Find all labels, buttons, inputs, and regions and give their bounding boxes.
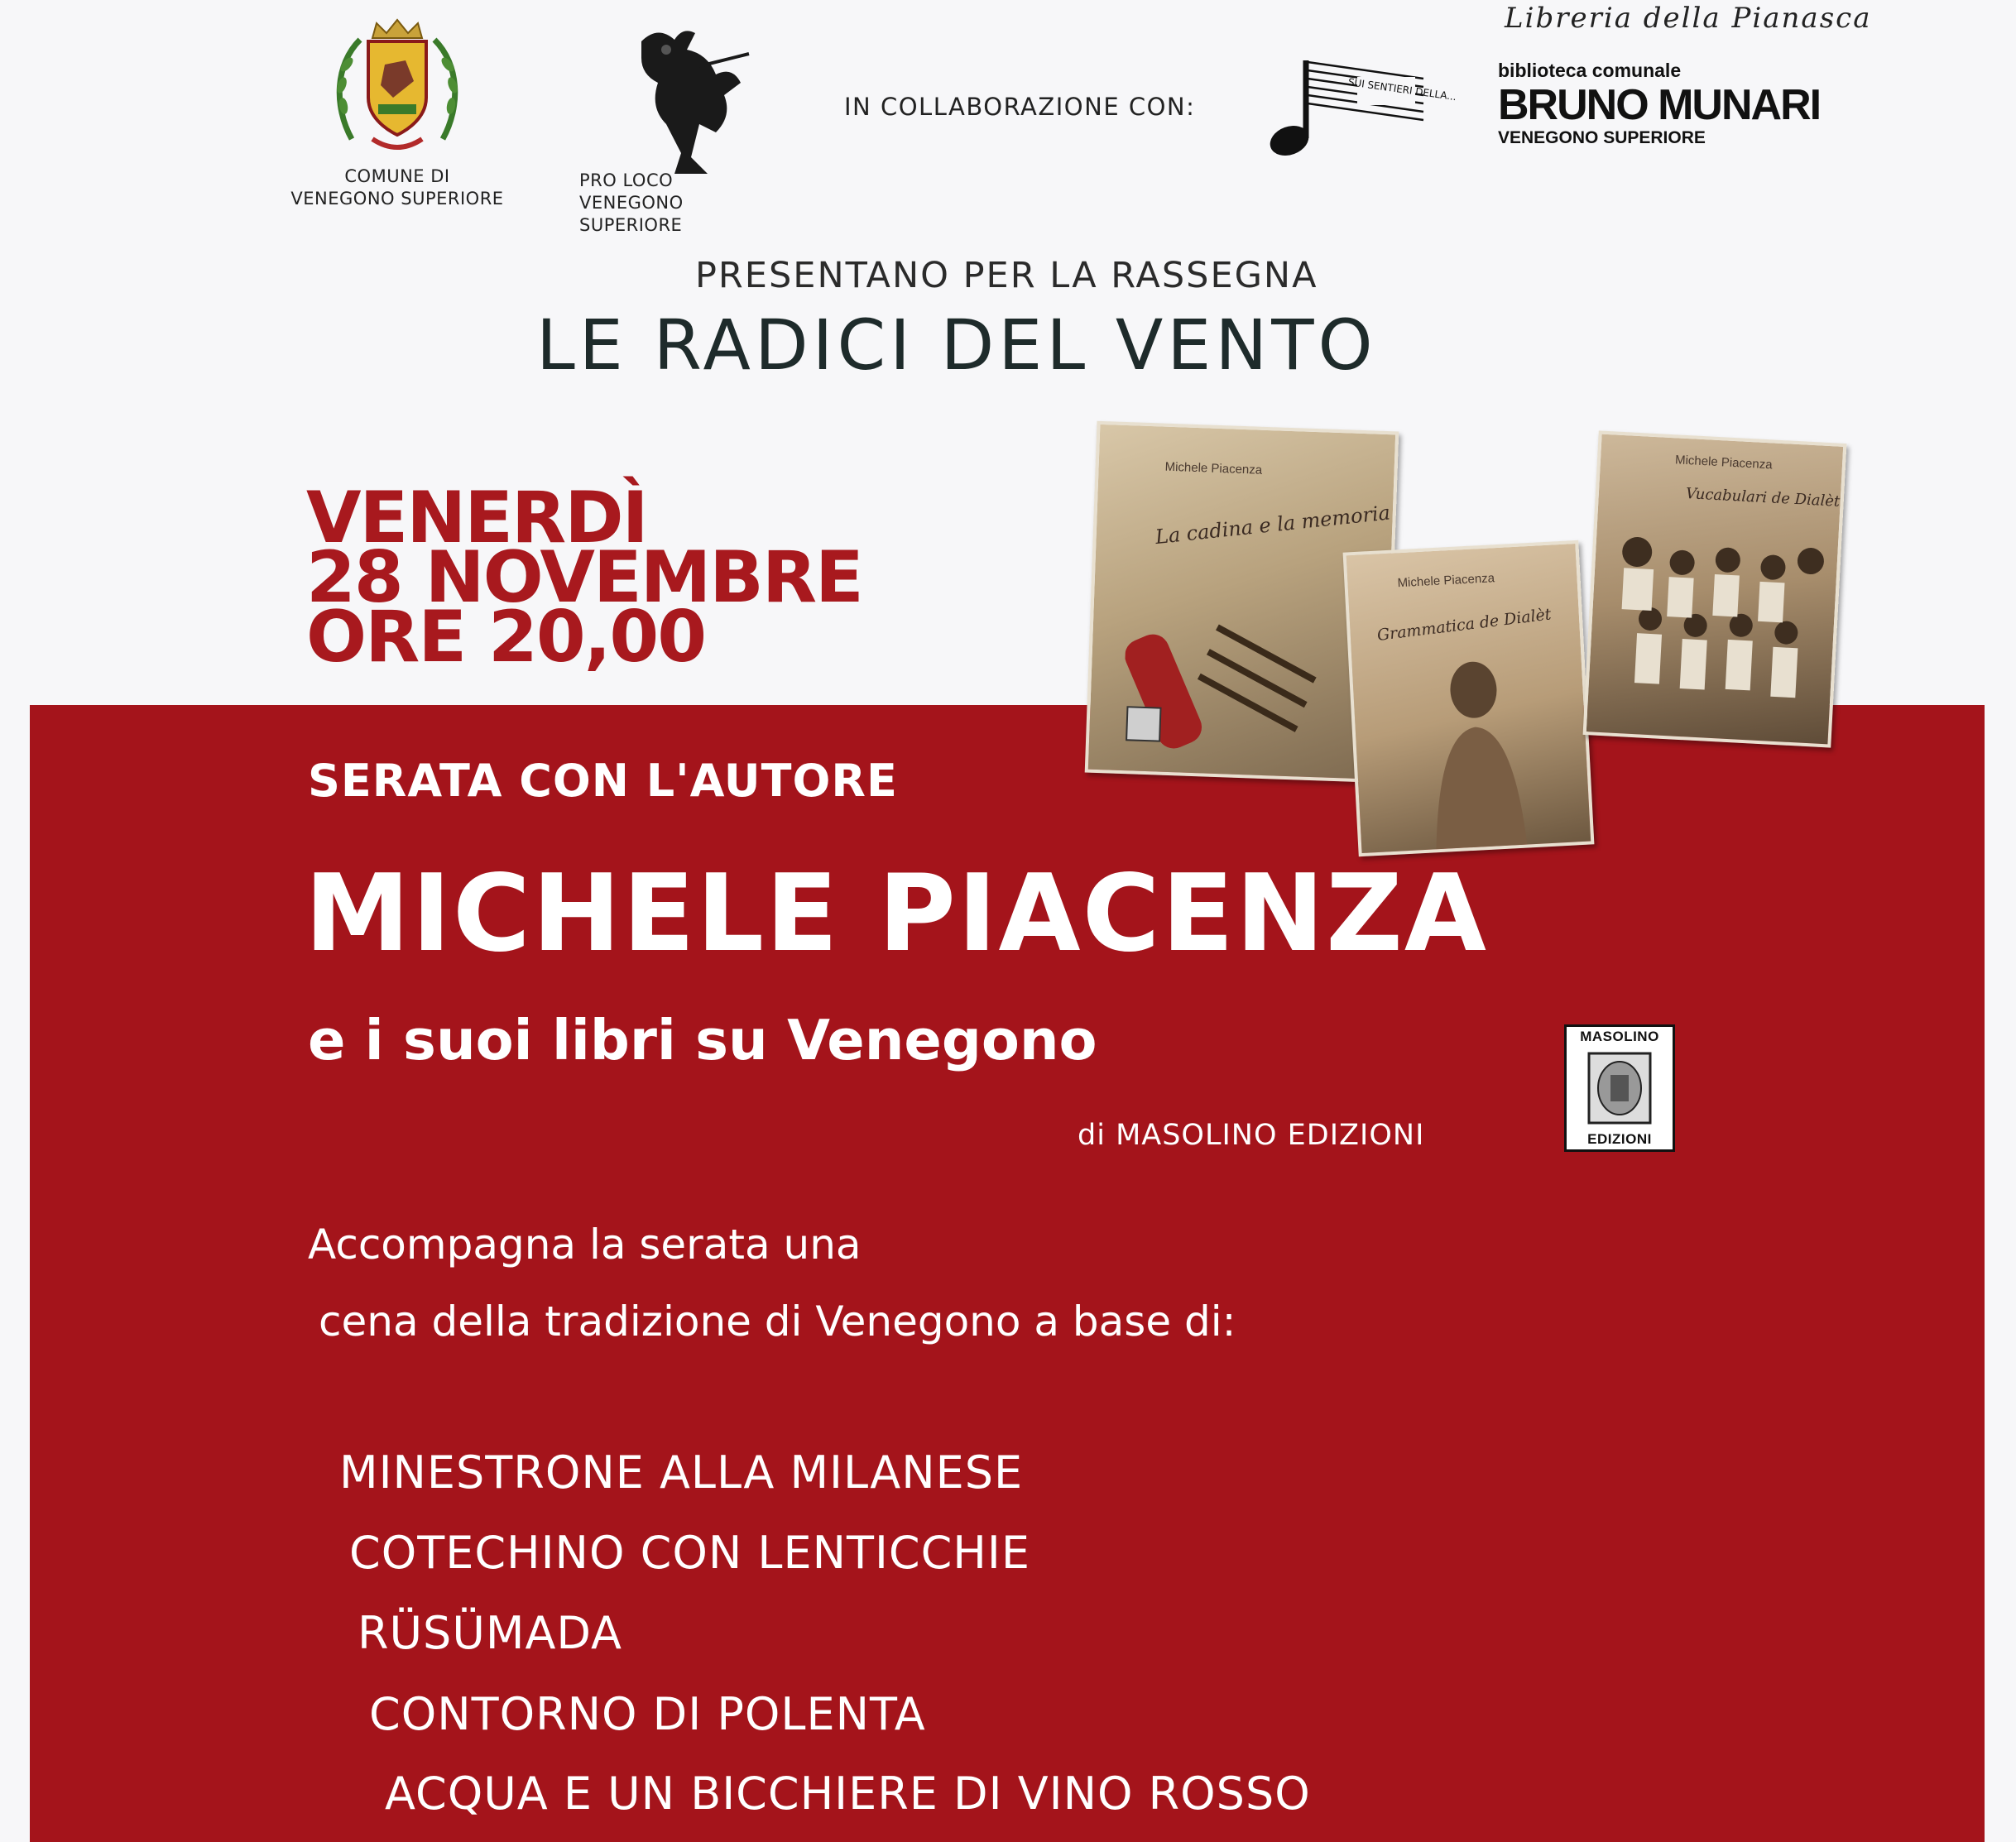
book-3-author: Michele Piacenza [1674, 453, 1773, 472]
menu-item: CONTORNO DI POLENTA [369, 1688, 926, 1740]
proloco-logo [608, 17, 774, 182]
masolino-logo-top: MASOLINO [1580, 1029, 1659, 1044]
dinner-intro-line1: Accompagna la serata una [308, 1221, 862, 1269]
proloco-caption-line2: VENEGONO SUPERIORE [579, 193, 684, 235]
comune-caption [273, 165, 521, 210]
sentieri-logo-text: SUI SENTIERI DELLA... [1347, 76, 1457, 103]
book-cover-3 [1583, 430, 1847, 747]
book-3-title: Vucabulari de Dialèt [1685, 485, 1841, 511]
event-day: VENERDÌ [306, 477, 647, 559]
comune-coat-of-arms-icon [327, 15, 468, 156]
book-2-portrait-icon [1401, 653, 1552, 851]
dinner-intro-line2: cena della tradizione di Venegono a base di: [319, 1298, 1236, 1346]
presentano-heading: PRESENTANO PER LA RASSEGNA [695, 255, 1318, 296]
libreria-name: Libreria della Pianasca [1505, 2, 1872, 35]
book-2-title: Grammatica de Dialèt [1375, 605, 1553, 645]
author-name: MICHELE PIACENZA [305, 852, 1488, 976]
book-1-title: La cadina e la memoria [1154, 501, 1392, 549]
event-datetime [306, 477, 862, 679]
serata-heading: SERATA CON L'AUTORE [308, 755, 898, 807]
biblioteca-town: VENEGONO SUPERIORE [1498, 128, 1706, 147]
comune-logo [327, 15, 468, 156]
masolino-logo [1564, 1024, 1675, 1152]
masolino-logo-bottom: EDIZIONI [1587, 1131, 1652, 1147]
masolino-emblem-icon [1586, 1050, 1654, 1126]
book-cover-2 [1343, 540, 1595, 856]
menu-item: RÜSÜMADA [358, 1607, 622, 1659]
collaboration-label: IN COLLABORAZIONE CON: [844, 93, 1196, 121]
comune-caption-line2: VENEGONO SUPERIORE [290, 189, 504, 209]
sentieri-logo [1258, 46, 1465, 170]
menu-item: MINESTRONE ALLA MILANESE [339, 1446, 1024, 1499]
biblioteca-logo [1498, 60, 1820, 148]
author-subtitle: e i suoi libri su Venegono [308, 1008, 1097, 1072]
proloco-figure-icon [608, 17, 774, 182]
book-1-author: Michele Piacenza [1164, 459, 1263, 477]
publisher-line: di MASOLINO EDIZIONI [1078, 1119, 1425, 1152]
book-1-illustration-icon [1121, 599, 1342, 764]
event-date: 28 NOVEMBRE [306, 536, 862, 619]
proloco-caption-line1: PRO LOCO [579, 170, 674, 190]
biblioteca-label: biblioteca comunale [1498, 60, 1682, 81]
music-note-icon [1258, 46, 1465, 170]
book-3-class-photo-icon [1595, 525, 1837, 744]
menu-item: ACQUA E UN BICCHIERE DI VINO ROSSO [385, 1768, 1311, 1820]
rassegna-title: LE RADICI DEL VENTO [536, 305, 1377, 386]
event-time: ORE 20,00 [306, 596, 706, 679]
comune-caption-line1: COMUNE DI [344, 166, 450, 186]
menu-item: COTECHINO CON LENTICCHIE [349, 1527, 1030, 1579]
proloco-caption [579, 170, 786, 237]
biblioteca-name: BRUNO MUNARI [1498, 81, 1821, 129]
book-2-author: Michele Piacenza [1397, 571, 1495, 591]
